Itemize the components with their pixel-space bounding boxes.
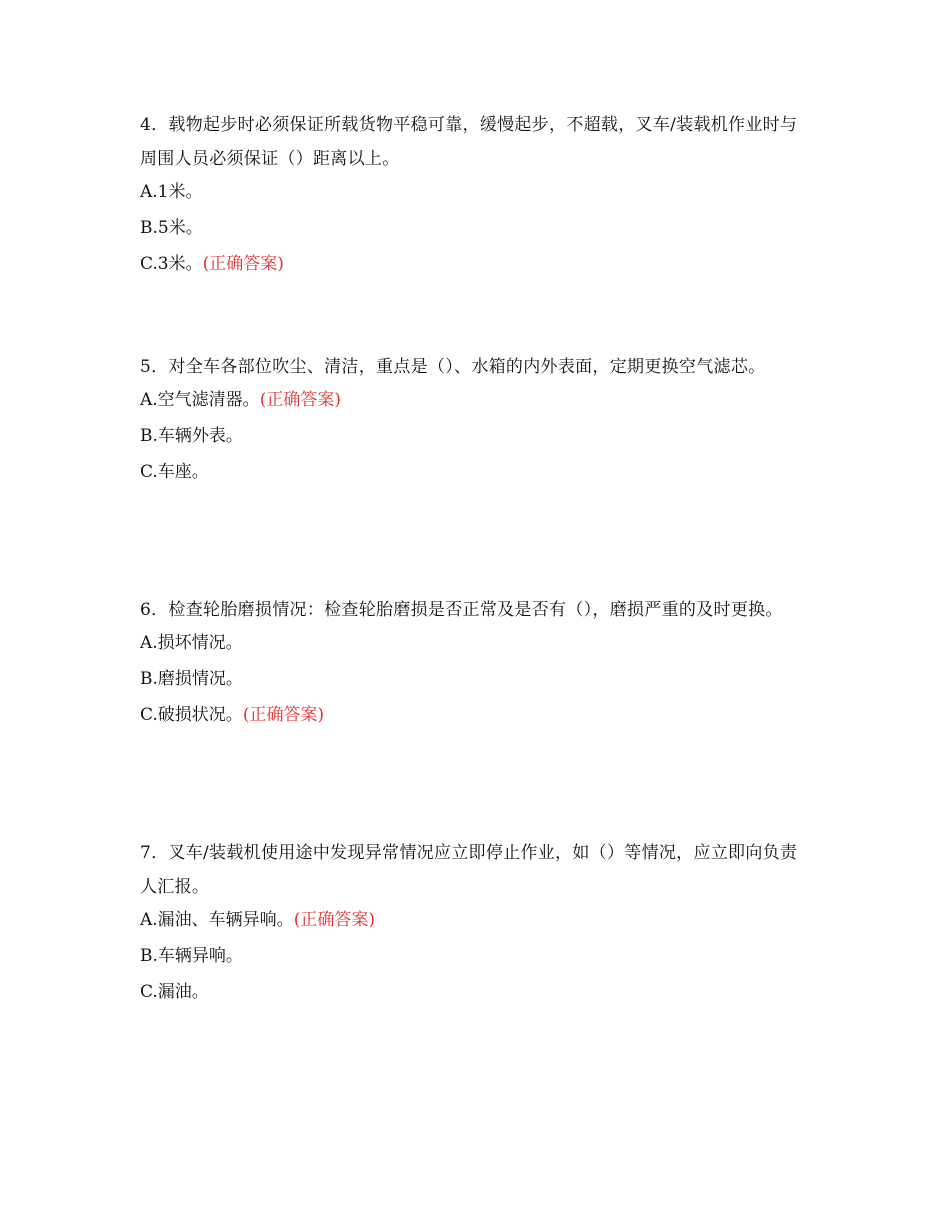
option-text: C.3米。 xyxy=(140,254,203,274)
option-text: A.1米。 xyxy=(140,182,203,202)
question-stem: 7．叉车/装载机使用途中发现异常情况应立即停止作业，如（）等情况，应立即向负责人汇报。 xyxy=(140,843,798,897)
correct-answer-mark: (正确答案) xyxy=(202,254,284,274)
option-a xyxy=(140,388,810,412)
option-text: C.漏油。 xyxy=(140,982,209,1002)
correct-answer-mark: (正确答案) xyxy=(293,910,375,930)
option-a xyxy=(140,908,810,932)
option-a xyxy=(140,180,810,204)
option-c xyxy=(140,252,810,276)
question-stem: 5．对全车各部位吹尘、清洁，重点是（）、水箱的内外表面，定期更换空气滤芯。 xyxy=(140,357,766,377)
option-b xyxy=(140,667,810,691)
question-6 xyxy=(140,593,810,727)
question-7 xyxy=(140,836,810,1004)
question-stem: 4．载物起步时必须保证所载货物平稳可靠，缓慢起步，不超载，叉车/装载机作业时与周围人员必须保证（）距离以上。 xyxy=(140,115,798,169)
option-c xyxy=(140,980,810,1004)
correct-answer-mark: (正确答案) xyxy=(242,705,325,725)
option-text: B.车辆外表。 xyxy=(140,426,243,446)
option-a xyxy=(140,631,810,655)
option-text: B.磨损情况。 xyxy=(140,669,243,689)
option-text: C.破损状况。 xyxy=(140,705,243,725)
option-b xyxy=(140,216,810,240)
option-text: A.损坏情况。 xyxy=(140,633,243,653)
question-stem: 6．检查轮胎磨损情况：检查轮胎磨损是否正常及是否有（），磨损严重的及时更换。 xyxy=(140,600,783,620)
option-text: B.5米。 xyxy=(140,218,203,238)
option-text: A.空气滤清器。 xyxy=(140,390,260,410)
option-text: A.漏油、车辆异响。 xyxy=(140,910,294,930)
option-text: C.车座。 xyxy=(140,462,209,482)
option-c xyxy=(140,460,810,484)
question-5 xyxy=(140,350,810,484)
option-c xyxy=(140,703,810,727)
option-b xyxy=(140,424,810,448)
correct-answer-mark: (正确答案) xyxy=(259,390,341,410)
option-b xyxy=(140,944,810,968)
option-text: B.车辆异响。 xyxy=(140,946,243,966)
question-4 xyxy=(140,108,810,276)
